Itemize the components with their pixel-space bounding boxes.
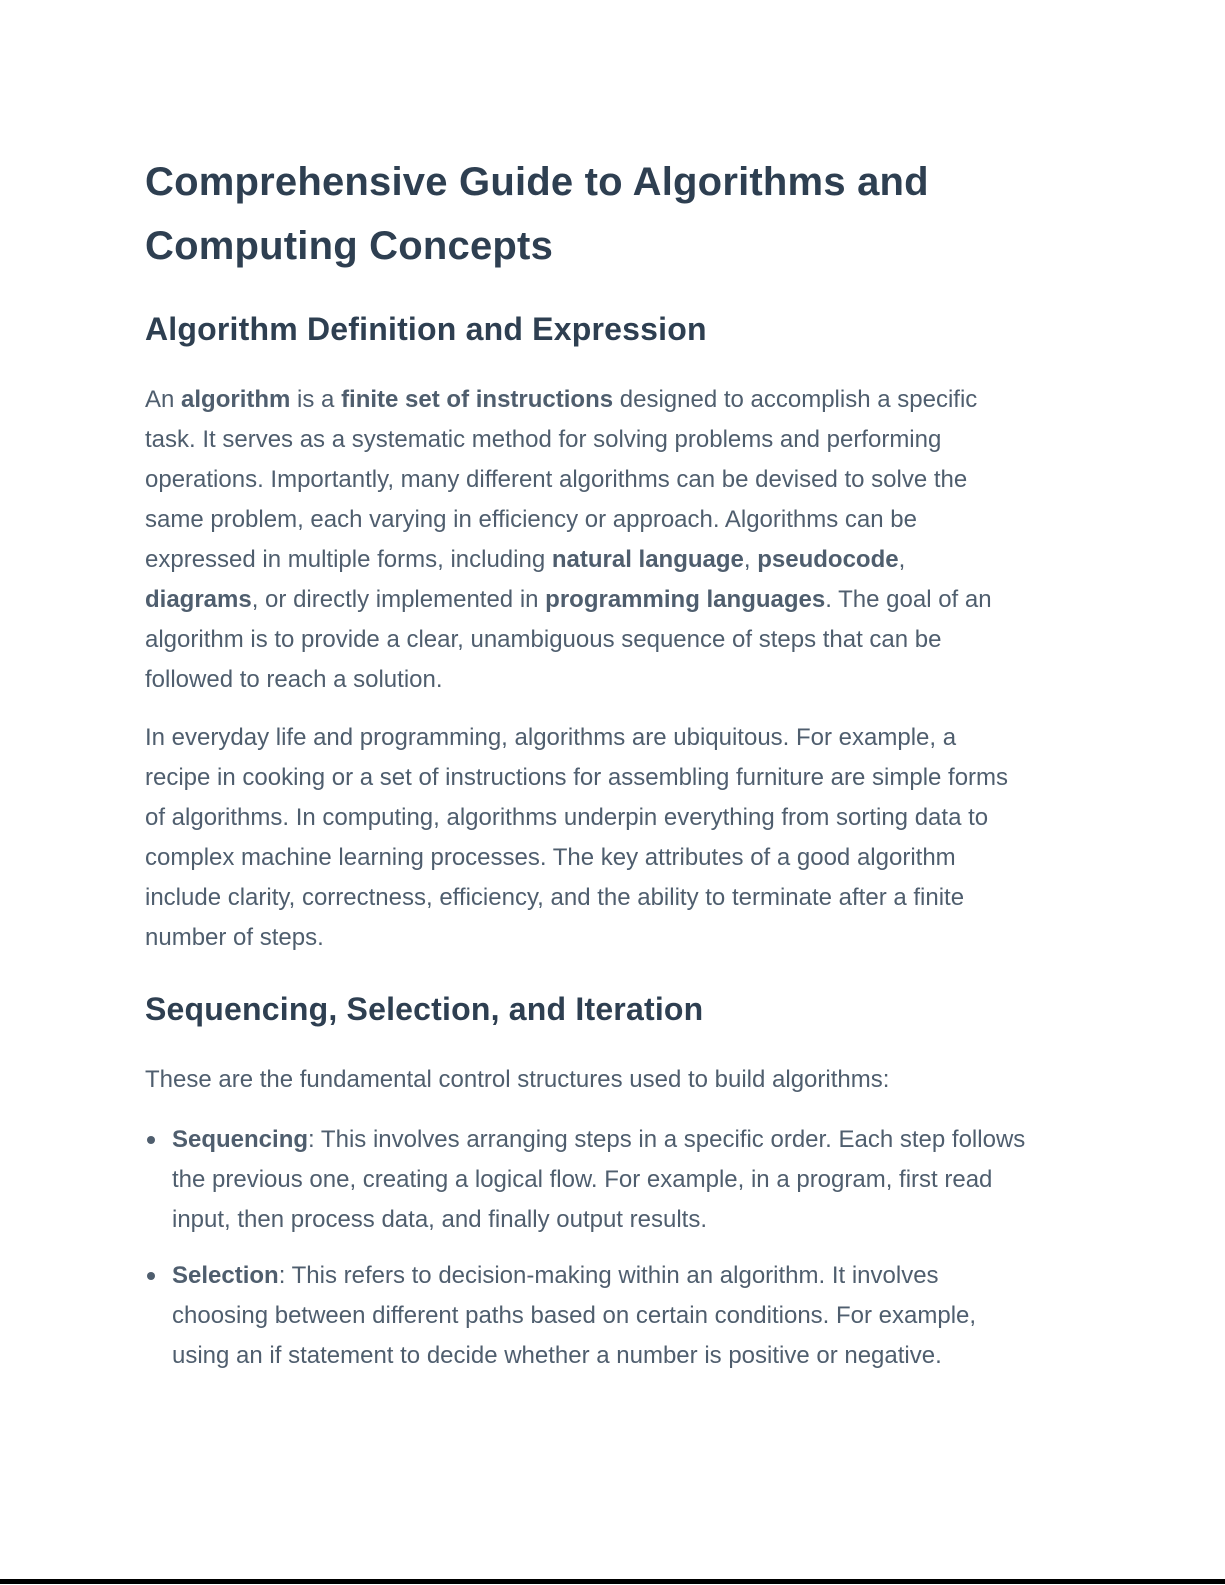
list-item-selection: [145, 1256, 1032, 1376]
bullet-icon: [147, 1272, 155, 1280]
paragraph-algorithm-definition-2: In everyday life and programming, algorithms are ubiquitous. For example, a recipe in cooking or a set of instructions for assembling furniture are simple forms of algorithms. In computing, algorithms underpin everything from sorting data to complex machine learning processes. The key attributes of a good algorithm include clarity, correctness, efficiency, and the ability to terminate after a finite number of steps.: [145, 724, 1009, 951]
paragraph-control-structures-intro: These are the fundamental control structures used to build algorithms:: [145, 1066, 890, 1093]
section-heading-sequencing-selection-iteration: Sequencing, Selection, and Iteration: [145, 991, 704, 1027]
list-item-text: Sequencing: This involves arranging steps in a specific order. Each step follows the previous one, creating a logical flow. For example, in a program, first read input, then process data, and finally output results.: [172, 1126, 1026, 1233]
bullet-icon: [147, 1136, 155, 1144]
paragraph-algorithm-definition-1: An algorithm is a finite set of instructions designed to accomplish a specific task. It serves as a systematic method for solving problems and performing operations. Importantly, many different algorithms can be devised to solve the same problem, each varying in efficiency or approach. Algorithms can be expressed in multiple forms, including natural language, pseudocode, diagrams, or directly implemented in programming languages. The goal of an algorithm is to provide a clear, unambiguous sequence of steps that can be followed to reach a solution.: [145, 386, 992, 693]
section-sequencing-selection-iteration: [145, 988, 1080, 1376]
section-heading-algorithm-definition: Algorithm Definition and Expression: [145, 311, 707, 347]
list-item-text: Selection: This refers to decision-making within an algorithm. It involves choosing between different paths based on certain conditions. For example, using an if statement to decide whether a number is positive or negative.: [172, 1262, 977, 1369]
page-title: Comprehensive Guide to Algorithms and Computing Concepts: [145, 160, 929, 268]
section-algorithm-definition: [145, 308, 1080, 958]
control-structures-list: [145, 1120, 1080, 1376]
list-item-sequencing: [145, 1120, 1032, 1240]
page-bottom-border: [0, 1579, 1225, 1584]
